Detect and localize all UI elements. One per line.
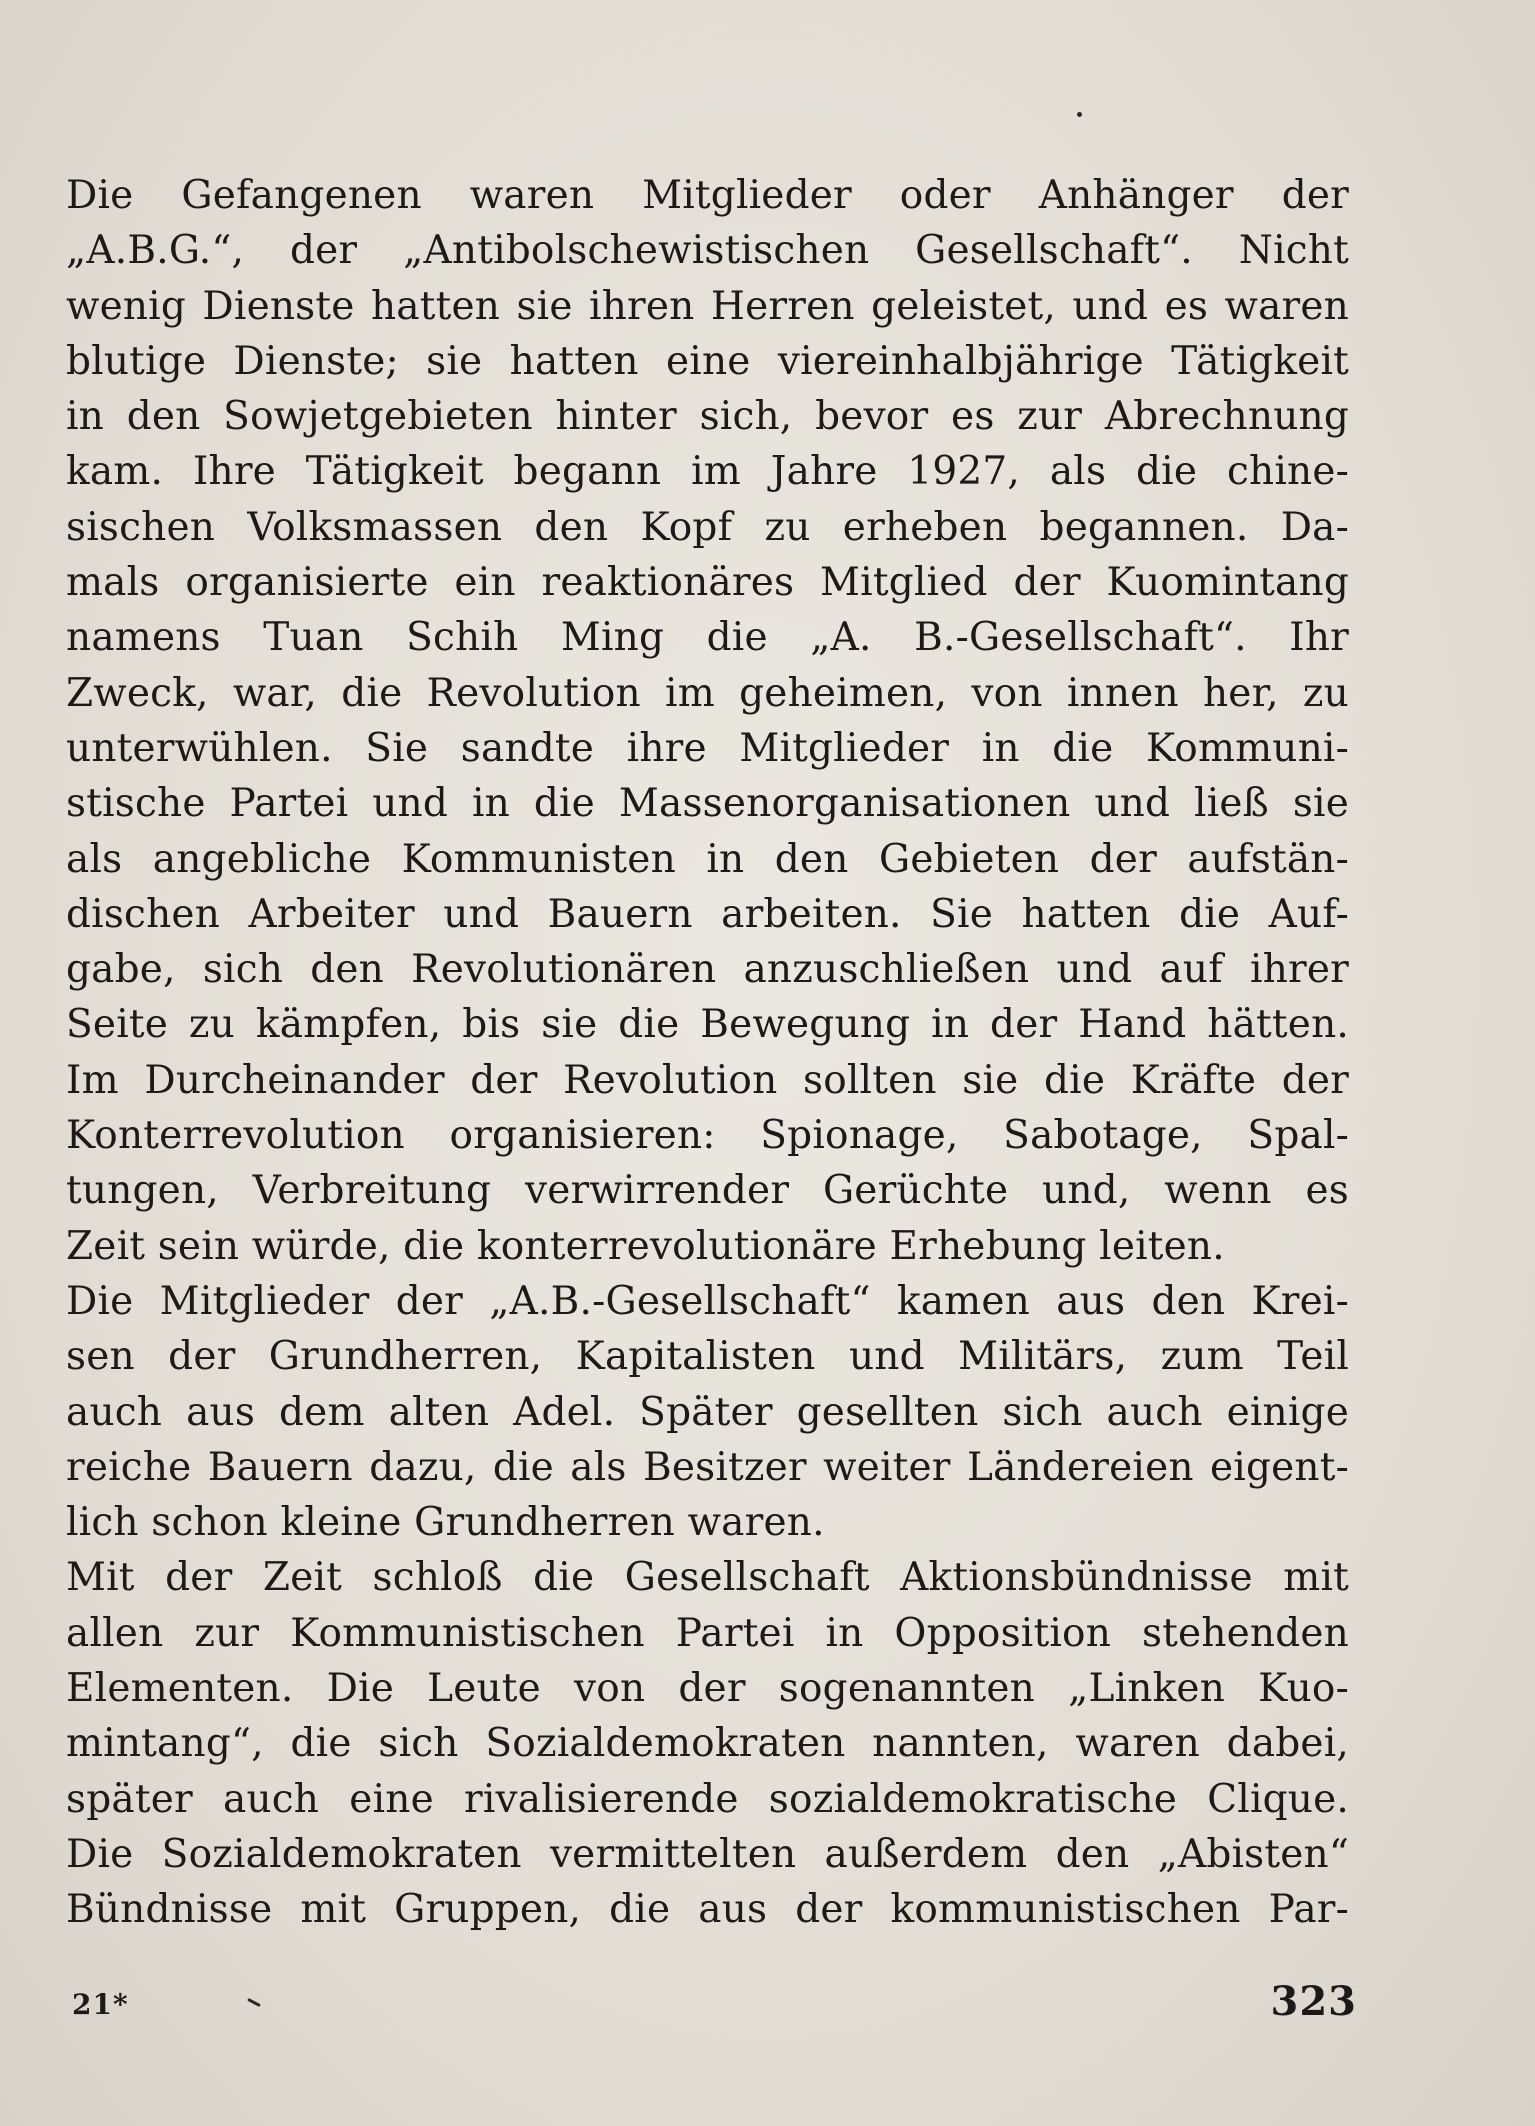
text-line: Die Sozialdemokraten vermittelten außerdem den „Abisten“ xyxy=(66,1831,1349,1877)
text-line: blutige Dienste; sie hatten eine viereinhalbjährige Tätigkeit xyxy=(66,338,1349,384)
text-line: unterwühlen. Sie sandte ihre Mitglieder in die Kommuni- xyxy=(66,725,1349,771)
ink-speck xyxy=(247,1998,261,2007)
text-line: Zeit sein würde, die konterrevolutionäre Erhebung leiten. xyxy=(66,1223,1225,1269)
text-line: mals organisierte ein reaktionäres Mitglied der Kuomintang xyxy=(66,560,1349,606)
text-line: kam. Ihre Tätigkeit begann im Jahre 1927, als die chine- xyxy=(66,449,1349,495)
text-line: allen zur Kommunistischen Partei in Opposition stehenden xyxy=(66,1610,1349,1656)
text-line: tungen, Verbreitung verwirrender Gerüchte und, wenn es xyxy=(66,1168,1349,1214)
text-line: Konterrevolution organisieren: Spionage, Sabotage, Spal- xyxy=(66,1113,1349,1159)
text-line: sen der Grundherren, Kapitalisten und Militärs, zum Teil xyxy=(66,1334,1349,1380)
text-line: später auch eine rivalisierende sozialdemokratische Clique. xyxy=(66,1776,1349,1822)
text-line: „A.B.G.“, der „Antibolschewistischen Gesellschaft“. Nicht xyxy=(66,228,1349,274)
text-line: auch aus dem alten Adel. Später gesellten sich auch einige xyxy=(66,1389,1349,1435)
text-line: reiche Bauern dazu, die als Besitzer weiter Ländereien eigent- xyxy=(66,1444,1349,1490)
text-line: Elementen. Die Leute von der sogenannten „Linken Kuo- xyxy=(66,1666,1349,1712)
text-line: in den Sowjetgebieten hinter sich, bevor es zur Abrechnung xyxy=(66,394,1349,440)
ink-speck xyxy=(1077,112,1082,117)
signature-mark: 21* xyxy=(72,1988,129,2021)
text-line: Seite zu kämpfen, bis sie die Bewegung in der Hand hätten. xyxy=(66,1002,1349,1048)
text-line: lich schon kleine Grundherren waren. xyxy=(66,1500,825,1546)
text-line: stische Partei und in die Massenorganisationen und ließ sie xyxy=(66,781,1349,827)
text-line: namens Tuan Schih Ming die „A. B.-Gesellschaft“. Ihr xyxy=(66,615,1349,661)
text-line: wenig Dienste hatten sie ihren Herren geleistet, und es waren xyxy=(66,283,1349,329)
text-line: Zweck, war, die Revolution im geheimen, von innen her, zu xyxy=(66,670,1349,716)
text-line: gabe, sich den Revolutionären anzuschließen und auf ihrer xyxy=(66,947,1349,993)
text-line: dischen Arbeiter und Bauern arbeiten. Sie hatten die Auf- xyxy=(66,891,1349,937)
text-line: sischen Volksmassen den Kopf zu erheben begannen. Da- xyxy=(66,504,1349,550)
text-line: Die Mitglieder der „A.B.-Gesellschaft“ kamen aus den Krei- xyxy=(66,1278,1349,1324)
body-text xyxy=(66,168,1349,1938)
text-line: als angebliche Kommunisten in den Gebieten der aufstän- xyxy=(66,836,1349,882)
text-line: mintang“, die sich Sozialdemokraten nannten, waren dabei, xyxy=(66,1721,1349,1767)
page-number: 323 xyxy=(1270,1978,1357,2025)
text-line: Im Durcheinander der Revolution sollten sie die Kräfte der xyxy=(66,1057,1349,1103)
text-line: Mit der Zeit schloß die Gesellschaft Aktionsbündnisse mit xyxy=(66,1555,1349,1601)
text-line: Bündnisse mit Gruppen, die aus der kommunistischen Par- xyxy=(66,1887,1349,1933)
text-line: Die Gefangenen waren Mitglieder oder Anhänger der xyxy=(66,173,1349,218)
